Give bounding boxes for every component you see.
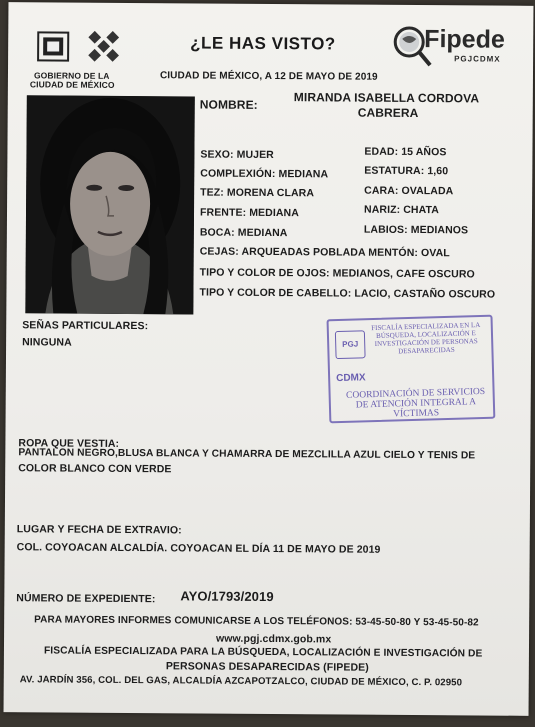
attr-complexion: COMPLEXIÓN: MEDIANA	[200, 167, 329, 181]
name-label: NOMBRE:	[199, 97, 258, 112]
attr-cabello: TIPO Y COLOR DE CABELLO: LACIO, CASTAÑO OSCURO	[199, 286, 496, 301]
footer-phones: PARA MAYORES INFORMES COMUNICARSE A LOS TELÉFONOS: 53-45-50-80 Y 53-45-50-82	[34, 614, 479, 629]
name-line1: MIRANDA ISABELLA CORDOVA	[293, 90, 480, 106]
cdmx-government-logo	[30, 30, 140, 90]
stamp-cdmx: CDMX	[336, 372, 366, 385]
official-stamp	[327, 315, 496, 424]
fipede-subtitle: PGJCDMX	[454, 54, 501, 64]
expediente-label: NÚMERO DE EXPEDIENTE:	[16, 592, 156, 606]
cdmx-emblem-icon	[30, 30, 140, 69]
fipede-wordmark: Fipede	[424, 25, 505, 54]
gov-logo-line1: GOBIERNO DE LA	[33, 70, 110, 81]
expediente-value: AYO/1793/2019	[180, 588, 274, 605]
missing-person-flyer	[4, 2, 534, 716]
issue-date: CIUDAD DE MÉXICO, A 12 DE MAYO DE 2019	[159, 70, 378, 83]
extravio-value: COL. COYOACAN ALCALDÍA. COYOACAN EL DÍA 11 DE MAYO DE 2019	[16, 541, 381, 556]
missing-person-photo	[25, 95, 195, 314]
attr-tez: TEZ: MORENA CLARA	[200, 186, 315, 200]
ropa-line2: COLOR BLANCO CON VERDE	[18, 462, 172, 476]
attr-ojos: TIPO Y COLOR DE OJOS: MEDIANOS, CAFE OSCURO	[199, 266, 475, 281]
stamp-line1: FISCALÍA ESPECIALIZADA EN LA BÚSQUEDA, LOCALIZACIÓN E INVESTIGACIÓN DE PERSONAS DESAPARECIDAS	[371, 321, 481, 356]
stamp-line2: COORDINACIÓN DE SERVICIOS DE ATENCIÓN INTEGRAL A VÍCTIMAS	[345, 386, 486, 420]
senas-label: SEÑAS PARTICULARES:	[22, 319, 149, 333]
extravio-label: LUGAR Y FECHA DE EXTRAVIO:	[16, 523, 182, 537]
attr-nariz: NARIZ: CHATA	[364, 203, 439, 217]
pgj-seal-icon: PGJ	[335, 330, 366, 359]
ropa-label: ROPA QUE VESTIA:	[18, 437, 120, 450]
footer-agency-line1: FISCALÍA ESPECIALIZADA PARA LA BÚSQUEDA, LOCALIZACIÓN E INVESTIGACIÓN DE	[43, 645, 483, 660]
footer-website: www.pgj.cdmx.gob.mx	[216, 632, 332, 646]
attr-cejas: CEJAS: ARQUEADAS POBLADA MENTÓN: OVAL	[199, 245, 450, 260]
gov-logo-line2: CIUDAD DE MÉXICO	[29, 79, 115, 90]
page-title: ¿LE HAS VISTO?	[190, 33, 336, 54]
attr-estatura: ESTATURA: 1,60	[364, 164, 449, 178]
name-line2: CABRERA	[357, 105, 419, 121]
attr-frente: FRENTE: MEDIANA	[199, 206, 299, 220]
attr-sexo: SEXO: MUJER	[200, 148, 274, 162]
fipede-logo	[392, 25, 517, 76]
senas-value: NINGUNA	[22, 336, 72, 349]
footer-address: AV. JARDÍN 356, COL. DEL GAS, ALCALDÍA AZCAPOTZALCO, CIUDAD DE MÉXICO, C. P. 02950	[19, 674, 463, 689]
attr-cara: CARA: OVALADA	[364, 184, 454, 198]
footer-agency-line2: PERSONAS DESAPARECIDAS (FIPEDE)	[165, 660, 369, 674]
attr-labios: LABIOS: MEDIANOS	[363, 223, 469, 237]
attr-edad: EDAD: 15 AÑOS	[364, 145, 447, 159]
ropa-line1: PANTALON NEGRO,BLUSA BLANCA Y CHAMARRA DE MEZCLILLA AZUL CIELO Y TENIS DE	[18, 447, 476, 462]
attr-boca: BOCA: MEDIANA	[199, 226, 288, 240]
